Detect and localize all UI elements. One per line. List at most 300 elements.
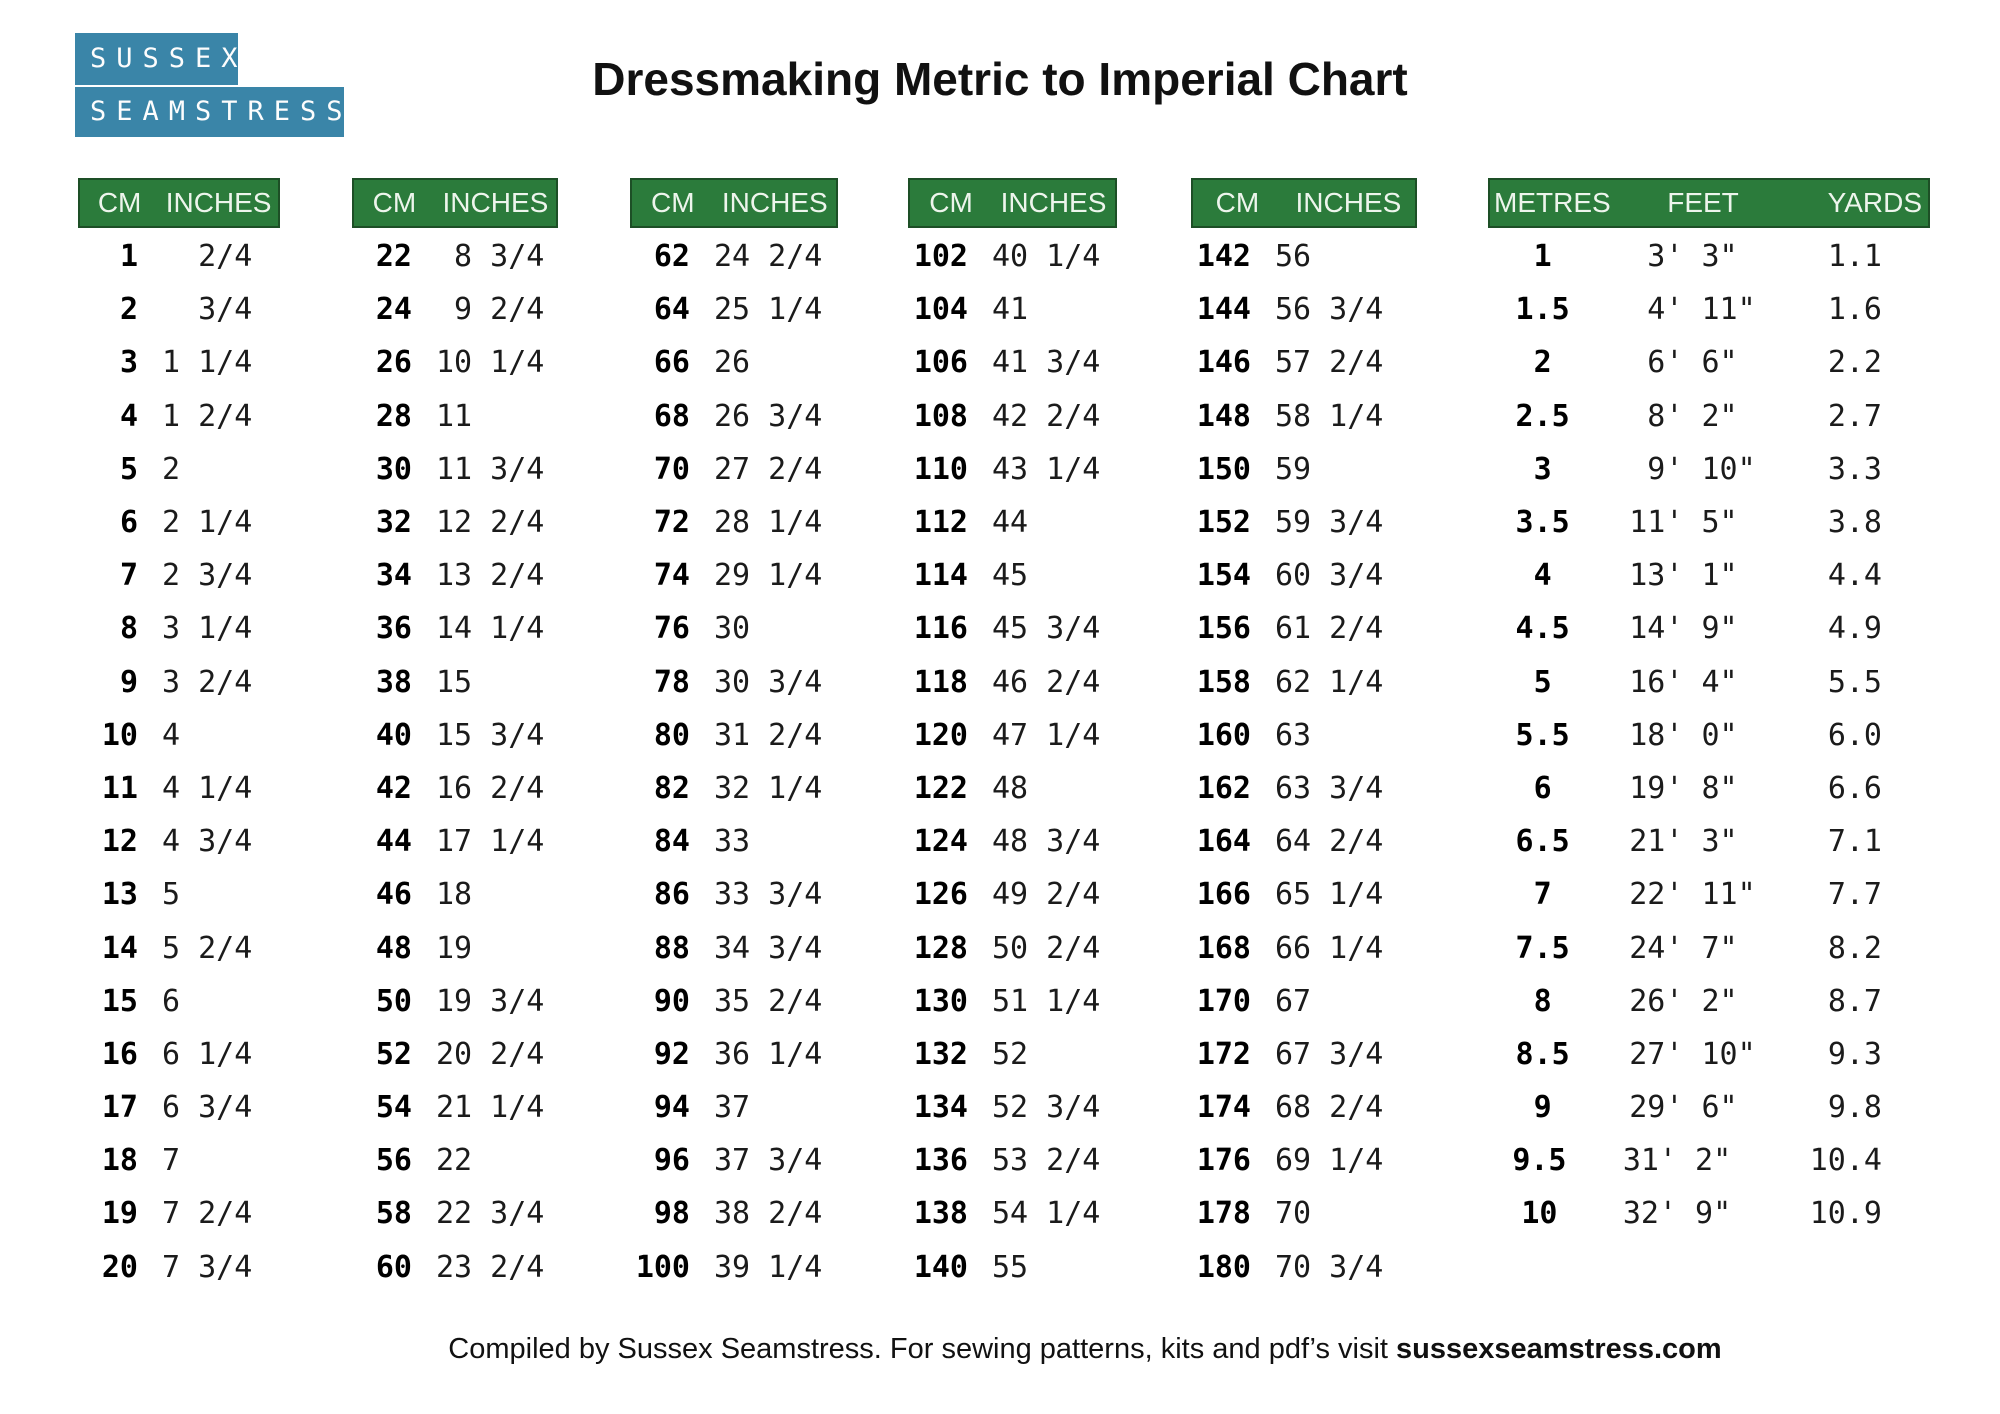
inches-value: 7 <box>162 1143 181 1179</box>
cm-value: 92 <box>653 1036 690 1072</box>
cm-value: 104 <box>913 292 968 328</box>
inches-value: 12 2/4 <box>436 505 545 541</box>
inches-value: 44 <box>992 505 1029 541</box>
footer <box>170 1333 2000 1366</box>
table-row <box>78 709 280 762</box>
inches-value: 8 3/4 <box>436 239 545 275</box>
yards-value: 6.0 <box>1827 717 1882 753</box>
inches-value: 22 3/4 <box>436 1196 545 1232</box>
cm-value: 156 <box>1196 611 1251 647</box>
inches-value: 49 2/4 <box>992 877 1101 913</box>
cm-value: 64 <box>653 292 690 328</box>
inches-value: 64 2/4 <box>1275 824 1384 860</box>
inches-value: 42 2/4 <box>992 398 1101 434</box>
cm-value: 94 <box>653 1090 690 1126</box>
inches-value: 67 3/4 <box>1275 1036 1384 1072</box>
feet-value: 31' 2" <box>1622 1143 1732 1179</box>
cm-value: 76 <box>653 611 690 647</box>
cm-value: 6 <box>119 505 138 541</box>
cm-value: 20 <box>101 1249 138 1285</box>
table-row <box>1488 283 1930 336</box>
cm-value: 28 <box>375 398 412 434</box>
inches-value: 9 2/4 <box>436 292 545 328</box>
table-row <box>1191 443 1417 496</box>
feet-value: 9' 10" <box>1629 451 1756 487</box>
column-header-feet: FEET <box>1667 187 1739 218</box>
table-row <box>352 230 558 283</box>
cm-value: 146 <box>1196 345 1251 381</box>
table-row <box>630 815 838 868</box>
cm-value: 78 <box>653 664 690 700</box>
cm-value: 120 <box>913 717 968 753</box>
cm-value: 112 <box>913 505 968 541</box>
inches-value: 11 3/4 <box>436 451 545 487</box>
yards-value: 7.7 <box>1827 877 1882 913</box>
inches-value: 19 <box>436 930 473 966</box>
table-row <box>352 921 558 974</box>
table-row <box>1488 762 1930 815</box>
cm-value: 52 <box>375 1036 412 1072</box>
metres-value: 3 <box>1533 451 1552 487</box>
cm-value: 46 <box>375 877 412 913</box>
inches-value: 2/4 <box>162 239 253 275</box>
inches-value: 53 2/4 <box>992 1143 1101 1179</box>
column-header-inches: INCHES <box>165 187 272 218</box>
inches-value: 2 1/4 <box>162 505 253 541</box>
inches-value: 16 2/4 <box>436 770 545 806</box>
table-row <box>1488 921 1930 974</box>
inches-value: 4 <box>162 717 181 753</box>
column-header-cm: CM <box>372 187 417 218</box>
table-row <box>1191 1028 1417 1081</box>
cm-value: 68 <box>653 398 690 434</box>
cm-value: 106 <box>913 345 968 381</box>
table-row <box>908 496 1117 549</box>
table-row <box>1191 602 1417 655</box>
cm-value: 86 <box>653 877 690 913</box>
table-header <box>1191 178 1417 228</box>
cm-value: 2 <box>119 292 138 328</box>
table-row <box>630 762 838 815</box>
table-row <box>78 1028 280 1081</box>
table-row <box>1191 975 1417 1028</box>
inches-value: 4 1/4 <box>162 770 253 806</box>
cm-value: 158 <box>1196 664 1251 700</box>
inches-value: 28 1/4 <box>714 505 823 541</box>
table-row <box>352 336 558 389</box>
cm-value: 9 <box>119 664 138 700</box>
cm-value: 160 <box>1196 717 1251 753</box>
metres-value: 9.5 <box>1512 1143 1567 1179</box>
cm-value: 114 <box>913 558 968 594</box>
table-row <box>630 230 838 283</box>
cm-value: 74 <box>653 558 690 594</box>
table-row <box>1191 921 1417 974</box>
inches-value: 58 1/4 <box>1275 398 1384 434</box>
feet-value: 21' 3" <box>1629 824 1738 860</box>
inches-value: 33 3/4 <box>714 877 823 913</box>
metres-value: 1 <box>1533 239 1552 275</box>
column-header-cm: CM <box>929 187 973 218</box>
column-header-cm: CM <box>1215 187 1260 218</box>
cm-value: 12 <box>101 824 138 860</box>
table-row <box>908 443 1117 496</box>
column-header-inches: INCHES <box>721 187 828 218</box>
table-row <box>78 549 280 602</box>
yards-value: 7.1 <box>1827 824 1882 860</box>
table-row <box>352 1081 558 1134</box>
inches-value: 13 2/4 <box>436 558 545 594</box>
table-row <box>1191 549 1417 602</box>
table-row <box>908 709 1117 762</box>
inches-value: 5 2/4 <box>162 930 253 966</box>
cm-value: 154 <box>1196 558 1251 594</box>
table-row <box>1488 390 1930 443</box>
table-row <box>78 815 280 868</box>
table-row <box>78 656 280 709</box>
cm-value: 30 <box>375 451 412 487</box>
feet-value: 11' 5" <box>1629 505 1738 541</box>
feet-value: 14' 9" <box>1629 611 1738 647</box>
feet-value: 3' 3" <box>1629 239 1738 275</box>
table-row <box>78 868 280 921</box>
inches-value: 56 <box>1275 239 1312 275</box>
table-row <box>908 975 1117 1028</box>
metres-value: 5 <box>1533 664 1552 700</box>
cm-value: 82 <box>653 770 690 806</box>
inches-value: 52 <box>992 1036 1029 1072</box>
inches-value: 46 2/4 <box>992 664 1101 700</box>
inches-value: 1 1/4 <box>162 345 253 381</box>
cm-value: 140 <box>913 1249 968 1285</box>
inches-value: 24 2/4 <box>714 239 823 275</box>
inches-value: 63 3/4 <box>1275 770 1384 806</box>
cm-value: 108 <box>913 398 968 434</box>
inches-value: 69 1/4 <box>1275 1143 1384 1179</box>
inches-value: 32 1/4 <box>714 770 823 806</box>
cm-value: 14 <box>101 930 138 966</box>
cm-value: 136 <box>913 1143 968 1179</box>
table-row <box>908 762 1117 815</box>
cm-value: 72 <box>653 505 690 541</box>
footer-text: Compiled by Sussex Seamstress. For sewing patterns, kits and pdf’s visit <box>448 1333 1397 1365</box>
inches-value: 37 3/4 <box>714 1143 823 1179</box>
yards-value: 10.4 <box>1809 1143 1882 1179</box>
inches-value: 5 <box>162 877 181 913</box>
yards-value: 4.9 <box>1827 611 1882 647</box>
inches-value: 45 3/4 <box>992 611 1101 647</box>
cm-value: 130 <box>913 983 968 1019</box>
table-row <box>630 1134 838 1187</box>
cm-value: 122 <box>913 770 968 806</box>
cm-value: 40 <box>375 717 412 753</box>
column-header-cm: CM <box>97 187 142 218</box>
yards-value: 1.6 <box>1827 292 1882 328</box>
inches-value: 6 1/4 <box>162 1036 253 1072</box>
table-row <box>908 390 1117 443</box>
table-row <box>630 1241 838 1294</box>
cm-value: 22 <box>375 239 412 275</box>
cm-inches-table-3 <box>630 178 838 1294</box>
yards-value: 3.3 <box>1827 451 1882 487</box>
inches-value: 67 <box>1275 983 1312 1019</box>
cm-value: 96 <box>653 1143 690 1179</box>
inches-value: 10 1/4 <box>436 345 545 381</box>
inches-value: 43 1/4 <box>992 451 1101 487</box>
inches-value: 39 1/4 <box>714 1249 823 1285</box>
cm-value: 42 <box>375 770 412 806</box>
cm-value: 80 <box>653 717 690 753</box>
cm-value: 170 <box>1196 983 1251 1019</box>
column-header-inches: INCHES <box>1295 187 1402 218</box>
yards-value: 1.1 <box>1827 239 1882 275</box>
cm-value: 148 <box>1196 398 1251 434</box>
feet-value: 32' 9" <box>1622 1196 1732 1232</box>
feet-value: 16' 4" <box>1629 664 1738 700</box>
cm-value: 172 <box>1196 1036 1251 1072</box>
feet-value: 13' 1" <box>1629 558 1738 594</box>
cm-value: 110 <box>913 451 968 487</box>
cm-value: 19 <box>101 1196 138 1232</box>
inches-value: 11 <box>436 398 473 434</box>
cm-inches-table-4 <box>908 178 1117 1294</box>
yards-value: 2.7 <box>1827 398 1882 434</box>
inches-value: 1 2/4 <box>162 398 253 434</box>
cm-value: 17 <box>101 1090 138 1126</box>
inches-value: 38 2/4 <box>714 1196 823 1232</box>
table-row <box>352 443 558 496</box>
table-row <box>1488 443 1930 496</box>
yards-value: 8.2 <box>1827 930 1882 966</box>
table-row <box>908 656 1117 709</box>
metres-value: 2 <box>1533 345 1552 381</box>
table-row <box>1488 709 1930 762</box>
yards-value: 3.8 <box>1827 505 1882 541</box>
column-header-inches: INCHES <box>1000 187 1107 218</box>
inches-value: 47 1/4 <box>992 717 1101 753</box>
metres-value: 5.5 <box>1515 717 1570 753</box>
table-row <box>1191 496 1417 549</box>
yards-value: 9.8 <box>1827 1090 1882 1126</box>
table-header <box>1488 178 1930 228</box>
cm-value: 18 <box>101 1143 138 1179</box>
table-row <box>78 336 280 389</box>
cm-value: 15 <box>101 983 138 1019</box>
table-row <box>1488 1081 1930 1134</box>
metres-value: 4.5 <box>1515 611 1570 647</box>
cm-value: 26 <box>375 345 412 381</box>
yards-value: 10.9 <box>1809 1196 1882 1232</box>
metres-value: 2.5 <box>1515 398 1570 434</box>
table-row <box>1191 656 1417 709</box>
table-row <box>908 921 1117 974</box>
cm-value: 48 <box>375 930 412 966</box>
inches-value: 35 2/4 <box>714 983 823 1019</box>
table-row <box>352 496 558 549</box>
feet-value: 22' 11" <box>1629 877 1756 913</box>
table-row <box>352 656 558 709</box>
yards-value: 8.7 <box>1827 983 1882 1019</box>
table-row <box>78 762 280 815</box>
table-row <box>1488 496 1930 549</box>
cm-value: 138 <box>913 1196 968 1232</box>
table-row <box>1191 336 1417 389</box>
cm-value: 60 <box>375 1249 412 1285</box>
table-row <box>908 1134 1117 1187</box>
table-row <box>630 709 838 762</box>
table-row <box>1488 230 1930 283</box>
inches-value: 68 2/4 <box>1275 1090 1384 1126</box>
cm-value: 132 <box>913 1036 968 1072</box>
cm-value: 62 <box>653 239 690 275</box>
inches-value: 2 <box>162 451 181 487</box>
cm-value: 66 <box>653 345 690 381</box>
cm-value: 150 <box>1196 451 1251 487</box>
table-row <box>630 336 838 389</box>
table-row <box>352 283 558 336</box>
table-row <box>78 921 280 974</box>
table-header <box>352 178 558 228</box>
table-row <box>630 1187 838 1240</box>
inches-value: 59 3/4 <box>1275 505 1384 541</box>
table-row <box>1191 283 1417 336</box>
cm-value: 38 <box>375 664 412 700</box>
inches-value: 31 2/4 <box>714 717 823 753</box>
column-header-cm: CM <box>651 187 695 218</box>
inches-value: 52 3/4 <box>992 1090 1101 1126</box>
inches-value: 3 1/4 <box>162 611 253 647</box>
table-row <box>630 868 838 921</box>
cm-value: 36 <box>375 611 412 647</box>
table-row <box>78 602 280 655</box>
table-row <box>908 230 1117 283</box>
table-row <box>352 602 558 655</box>
cm-value: 44 <box>375 824 412 860</box>
metres-value: 8 <box>1533 983 1552 1019</box>
table-row <box>630 390 838 443</box>
cm-value: 32 <box>375 505 412 541</box>
inches-value: 37 <box>714 1090 751 1126</box>
inches-value: 22 <box>436 1143 473 1179</box>
cm-value: 84 <box>653 824 690 860</box>
cm-value: 34 <box>375 558 412 594</box>
inches-value: 27 2/4 <box>714 451 823 487</box>
cm-value: 102 <box>913 239 968 275</box>
table-row <box>1488 602 1930 655</box>
cm-value: 16 <box>101 1036 138 1072</box>
inches-value: 51 1/4 <box>992 983 1101 1019</box>
inches-value: 41 3/4 <box>992 345 1101 381</box>
cm-value: 7 <box>119 558 138 594</box>
table-row <box>352 1187 558 1240</box>
table-row <box>908 336 1117 389</box>
cm-value: 178 <box>1196 1196 1251 1232</box>
cm-value: 50 <box>375 983 412 1019</box>
feet-value: 6' 6" <box>1629 345 1738 381</box>
inches-value: 26 <box>714 345 751 381</box>
cm-value: 116 <box>913 611 968 647</box>
cm-value: 124 <box>913 824 968 860</box>
inches-value: 40 1/4 <box>992 239 1101 275</box>
inches-value: 34 3/4 <box>714 930 823 966</box>
table-row <box>1488 549 1930 602</box>
table-row <box>352 1028 558 1081</box>
table-row <box>78 1134 280 1187</box>
table-row <box>1191 1134 1417 1187</box>
table-row <box>78 496 280 549</box>
table-row <box>630 975 838 1028</box>
inches-value: 61 2/4 <box>1275 611 1384 647</box>
table-row <box>630 656 838 709</box>
cm-value: 176 <box>1196 1143 1251 1179</box>
column-header-inches: INCHES <box>442 187 549 218</box>
table-row <box>908 602 1117 655</box>
cm-value: 118 <box>913 664 968 700</box>
inches-value: 19 3/4 <box>436 983 545 1019</box>
table-row <box>908 1241 1117 1294</box>
table-row <box>1488 1028 1930 1081</box>
inches-value: 26 3/4 <box>714 398 823 434</box>
metres-value: 6 <box>1533 770 1552 806</box>
table-row <box>1191 1241 1417 1294</box>
table-row <box>908 1028 1117 1081</box>
table-row <box>630 1028 838 1081</box>
cm-value: 126 <box>913 877 968 913</box>
feet-value: 19' 8" <box>1629 770 1738 806</box>
cm-value: 58 <box>375 1196 412 1232</box>
metres-value: 7.5 <box>1515 930 1570 966</box>
table-row <box>1191 230 1417 283</box>
cm-value: 5 <box>119 451 138 487</box>
metres-value: 3.5 <box>1515 505 1570 541</box>
cm-value: 180 <box>1196 1249 1251 1285</box>
inches-value: 21 1/4 <box>436 1090 545 1126</box>
yards-value: 5.5 <box>1827 664 1882 700</box>
table-row <box>630 496 838 549</box>
table-header <box>78 178 280 228</box>
logo-text-seamstress: SEAMSTRESS <box>75 87 344 137</box>
cm-value: 13 <box>101 877 138 913</box>
footer-website: sussexseamstress.com <box>1396 1333 1722 1365</box>
metres-value: 6.5 <box>1515 824 1570 860</box>
table-row <box>1191 1081 1417 1134</box>
column-header-metres: METRES <box>1494 187 1611 218</box>
cm-value: 70 <box>653 451 690 487</box>
table-row <box>908 549 1117 602</box>
table-row <box>352 390 558 443</box>
table-row <box>1488 815 1930 868</box>
table-row <box>352 815 558 868</box>
metres-value: 7 <box>1533 877 1552 913</box>
table-row <box>1191 815 1417 868</box>
table-row <box>78 283 280 336</box>
cm-value: 166 <box>1196 877 1251 913</box>
table-row <box>630 443 838 496</box>
feet-value: 27' 10" <box>1629 1036 1756 1072</box>
cm-value: 134 <box>913 1090 968 1126</box>
cm-value: 168 <box>1196 930 1251 966</box>
inches-value: 57 2/4 <box>1275 345 1384 381</box>
inches-value: 45 <box>992 558 1029 594</box>
cm-value: 128 <box>913 930 968 966</box>
feet-value: 24' 7" <box>1629 930 1738 966</box>
metres-value: 9 <box>1533 1090 1552 1126</box>
cm-value: 142 <box>1196 239 1251 275</box>
inches-value: 63 <box>1275 717 1312 753</box>
table-rows <box>908 230 1117 1294</box>
table-rows <box>630 230 838 1294</box>
cm-inches-table-2 <box>352 178 558 1294</box>
